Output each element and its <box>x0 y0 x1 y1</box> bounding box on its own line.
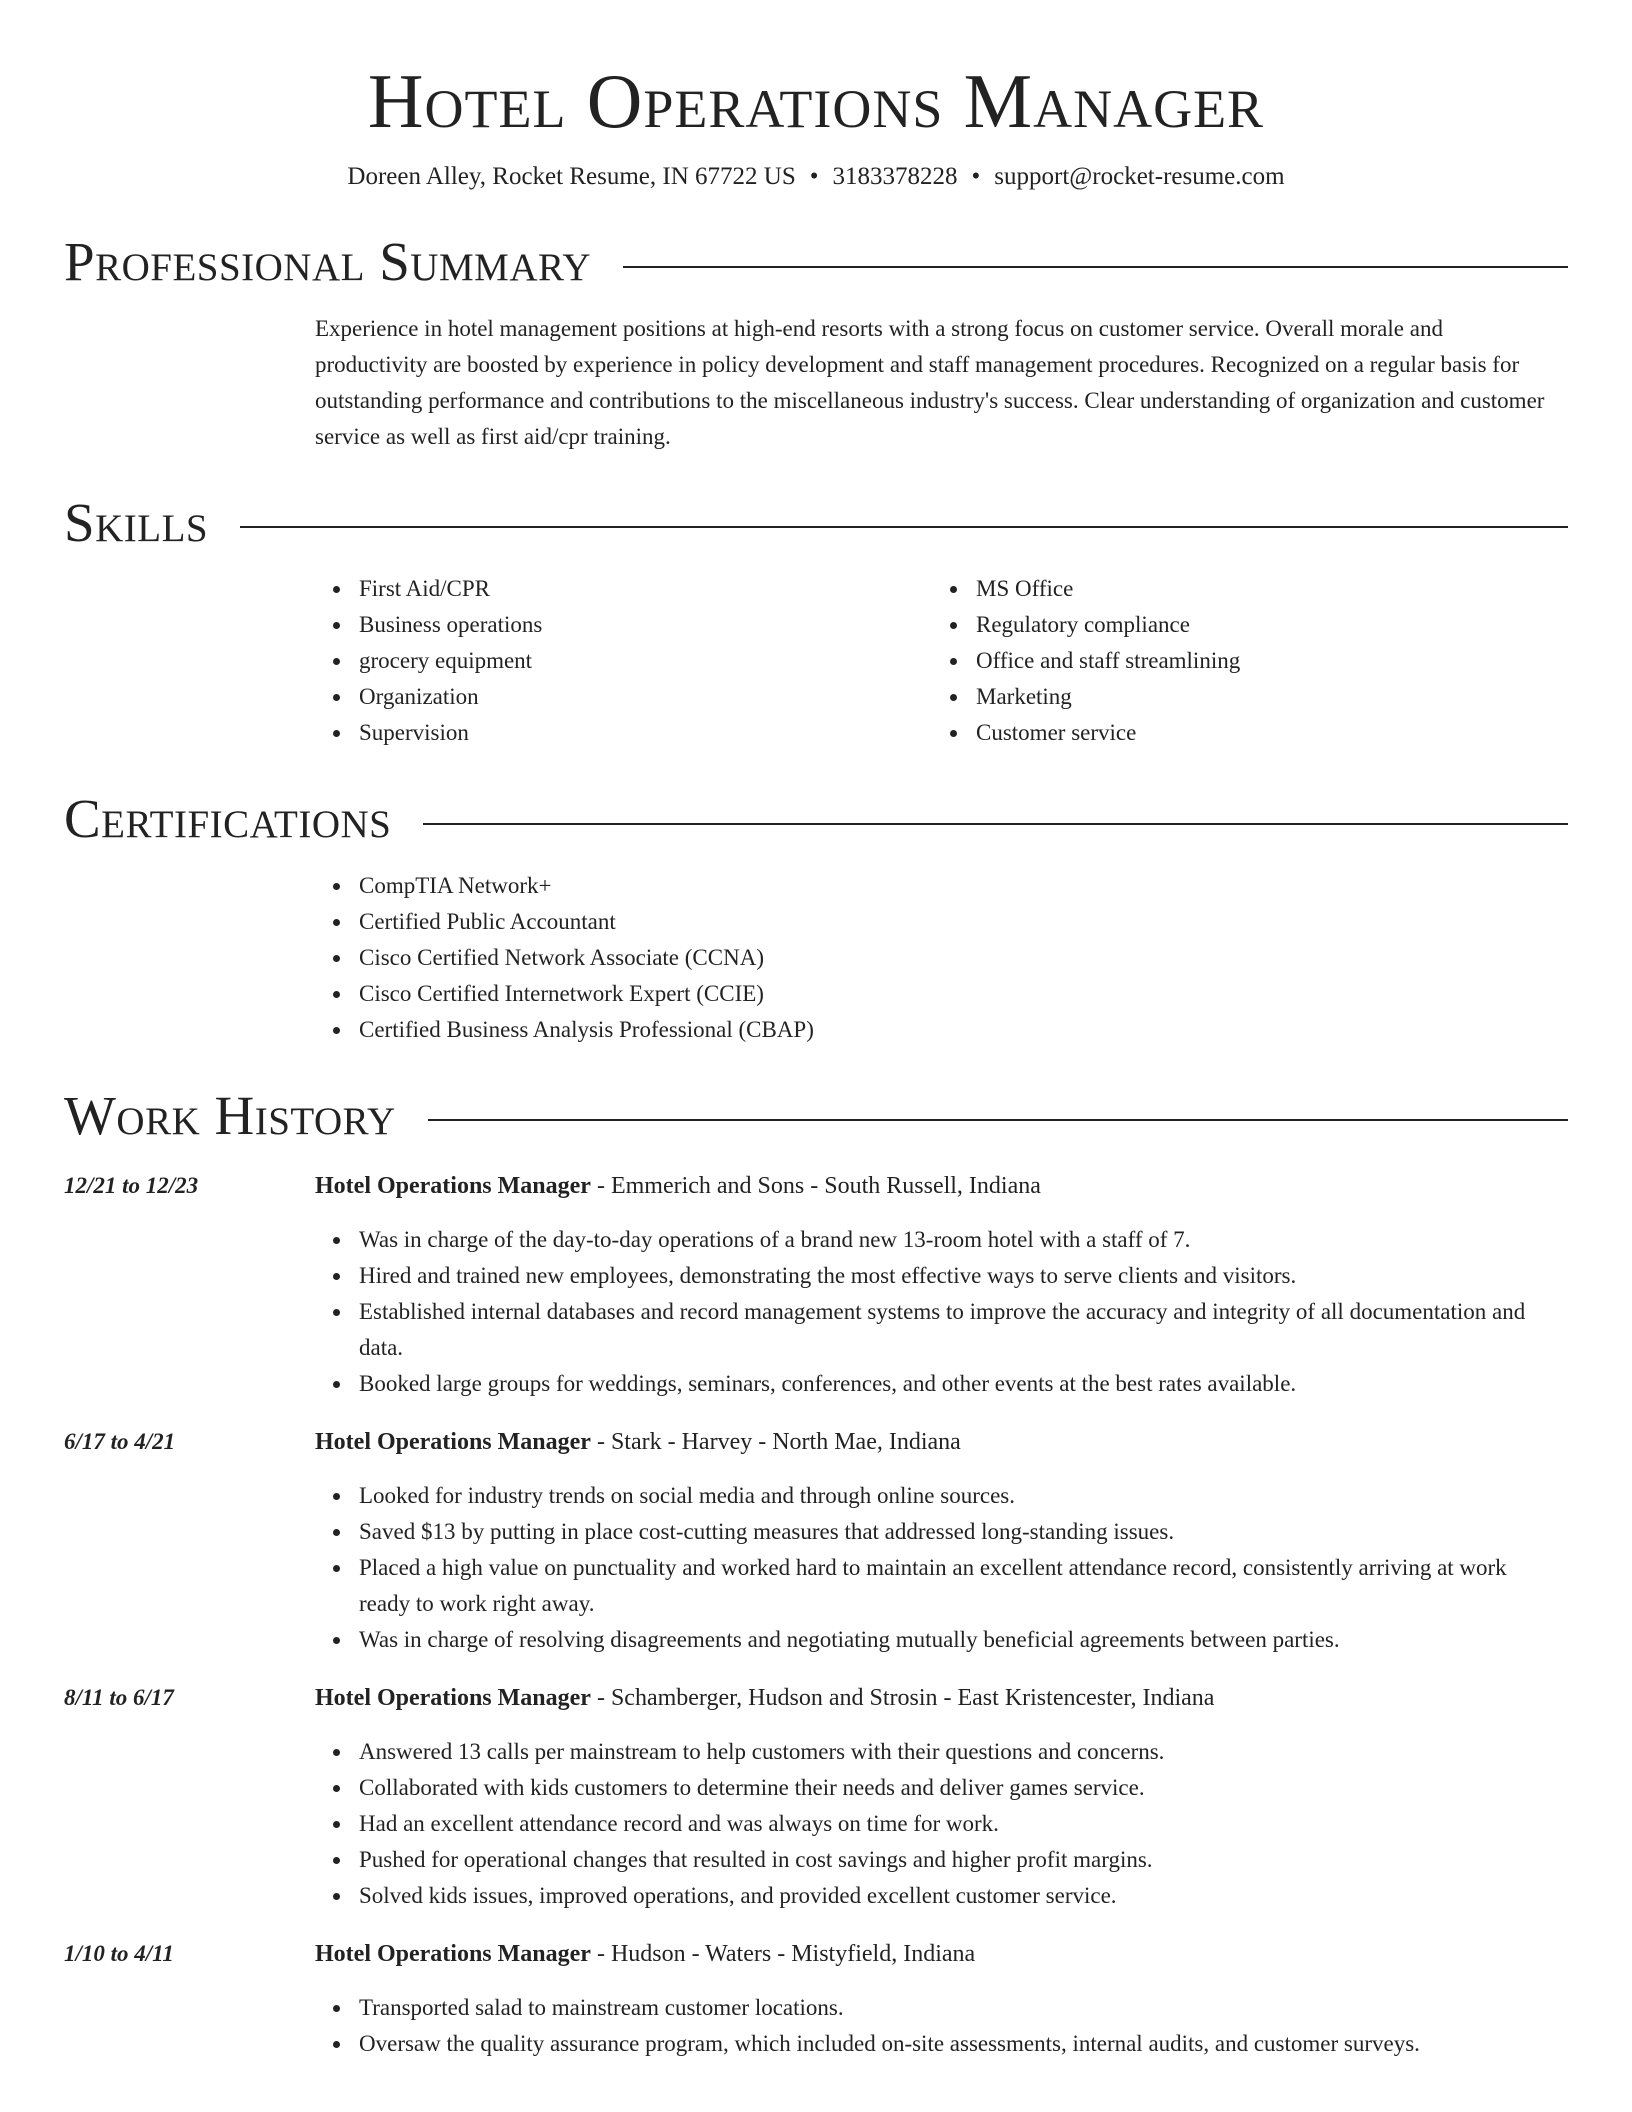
skills-list <box>315 571 1568 751</box>
section-title-skills: Skills <box>64 491 209 553</box>
summary-text: Experience in hotel management positions at high-end resorts with a strong focus on customer service. Overall morale and productivity are boosted by experience in policy development and staff management procedures. Recognized on a regular basis for outstanding performance and contributions to the miscellaneous industry's success. Clear understanding of organization and customer service as well as first aid/cpr training. <box>315 315 1545 449</box>
job-dates: 8/11 to 6/17 <box>64 1685 174 1711</box>
job-bullet: Booked large groups for weddings, seminars, conferences, and other events at the best rates available. <box>315 1366 1568 1402</box>
section-header-work-history <box>64 1086 1568 1147</box>
section-divider <box>240 526 1568 528</box>
job-bullet: Was in charge of the day-to-day operations of a brand new 13-room hotel with a staff of 7. <box>315 1222 1568 1258</box>
job-bullet: Looked for industry trends on social media and through online sources. <box>315 1478 1568 1514</box>
job-dates: 12/21 to 12/23 <box>64 1173 199 1199</box>
job-employer-location: - Schamberger, Hudson and Strosin - East Kristencester, Indiana <box>590 1685 1215 1712</box>
skill-item: Organization <box>315 679 932 715</box>
section-header-skills <box>64 493 1568 554</box>
job-bullet: Had an excellent attendance record and was always on time for work. <box>315 1806 1568 1842</box>
job-bullet: Pushed for operational changes that resulted in cost savings and higher profit margins. <box>315 1842 1568 1878</box>
certification-item: Certified Public Accountant <box>315 904 1568 940</box>
skill-item: Regulatory compliance <box>932 607 1549 643</box>
job-employer-location: - Hudson - Waters - Mistyfield, Indiana <box>590 1941 976 1968</box>
job-entry <box>64 1424 1568 1658</box>
certification-item: Certified Business Analysis Professional (CBAP) <box>315 1012 1568 1048</box>
job-heading <box>315 1168 1568 1204</box>
job-bullet: Established internal databases and record management systems to improve the accuracy and integrity of all documentation and data. <box>315 1294 1568 1366</box>
contact-email: support@rocket-resume.com <box>994 163 1285 191</box>
job-title: Hotel Operations Manager <box>315 1173 591 1200</box>
job-bullet: Hired and trained new employees, demonstrating the most effective ways to serve clients and visitors. <box>315 1258 1568 1294</box>
section-header-certifications <box>64 789 1568 850</box>
job-heading <box>315 1424 1568 1460</box>
section-title-certifications: Certifications <box>64 788 392 850</box>
skill-item: Marketing <box>932 679 1549 715</box>
contact-phone: 3183378228 <box>832 163 958 191</box>
certification-item: Cisco Certified Internetwork Expert (CCIE) <box>315 976 1568 1012</box>
section-divider <box>428 1119 1568 1121</box>
job-bullets <box>315 1990 1568 2062</box>
contact-separator: • <box>971 163 981 191</box>
job-employer-location: - Emmerich and Sons - South Russell, Indiana <box>590 1173 1041 1200</box>
job-entry <box>64 1680 1568 1914</box>
resume-page <box>64 0 1568 2112</box>
job-entry <box>64 1936 1568 2062</box>
skill-item: First Aid/CPR <box>315 571 932 607</box>
resume-title: Hotel Operations Manager <box>367 58 1265 144</box>
section-divider <box>423 823 1568 825</box>
certification-item: Cisco Certified Network Associate (CCNA) <box>315 940 1568 976</box>
section-divider <box>623 266 1568 268</box>
skill-item: grocery equipment <box>315 643 932 679</box>
job-bullet: Oversaw the quality assurance program, which included on-site assessments, internal audits, and customer surveys. <box>315 2026 1568 2062</box>
job-heading <box>315 1936 1568 1972</box>
job-bullet: Answered 13 calls per mainstream to help customers with their questions and concerns. <box>315 1734 1568 1770</box>
job-bullet: Saved $13 by putting in place cost-cutting measures that addressed long-standing issues. <box>315 1514 1568 1550</box>
section-header-summary <box>64 232 1568 293</box>
job-bullet: Was in charge of resolving disagreements and negotiating mutually beneficial agreements between parties. <box>315 1622 1568 1658</box>
job-bullets <box>315 1222 1568 1402</box>
skills-column-right <box>932 571 1549 751</box>
job-employer-location: - Stark - Harvey - North Mae, Indiana <box>590 1429 961 1456</box>
job-bullet: Solved kids issues, improved operations, and provided excellent customer service. <box>315 1878 1568 1914</box>
job-title: Hotel Operations Manager <box>315 1685 591 1712</box>
contact-line <box>64 159 1568 194</box>
skill-item: Customer service <box>932 715 1549 751</box>
job-bullets <box>315 1734 1568 1914</box>
job-bullet: Transported salad to mainstream customer locations. <box>315 1990 1568 2026</box>
job-bullet: Collaborated with kids customers to determine their needs and deliver games service. <box>315 1770 1568 1806</box>
work-history-list <box>64 1168 1568 2062</box>
contact-separator: • <box>809 163 819 191</box>
certification-item: CompTIA Network+ <box>315 868 1568 904</box>
job-dates: 6/17 to 4/21 <box>64 1429 176 1455</box>
section-title-work-history: Work History <box>64 1084 396 1146</box>
contact-address: Doreen Alley, Rocket Resume, IN 67722 US <box>347 163 796 191</box>
certifications-list <box>315 868 1568 1048</box>
skill-item: Supervision <box>315 715 932 751</box>
job-dates: 1/10 to 4/11 <box>64 1941 174 1967</box>
job-title: Hotel Operations Manager <box>315 1429 591 1456</box>
skill-item: MS Office <box>932 571 1549 607</box>
section-title-summary: Professional Summary <box>64 231 592 293</box>
job-entry <box>64 1168 1568 1402</box>
skills-column-left <box>315 571 932 751</box>
skill-item: Business operations <box>315 607 932 643</box>
job-bullet: Placed a high value on punctuality and worked hard to maintain an excellent attendance record, consistently arriving at work ready to work right away. <box>315 1550 1568 1622</box>
job-heading <box>315 1680 1568 1716</box>
job-bullets <box>315 1478 1568 1658</box>
job-title: Hotel Operations Manager <box>315 1941 591 1968</box>
skill-item: Office and staff streamlining <box>932 643 1549 679</box>
